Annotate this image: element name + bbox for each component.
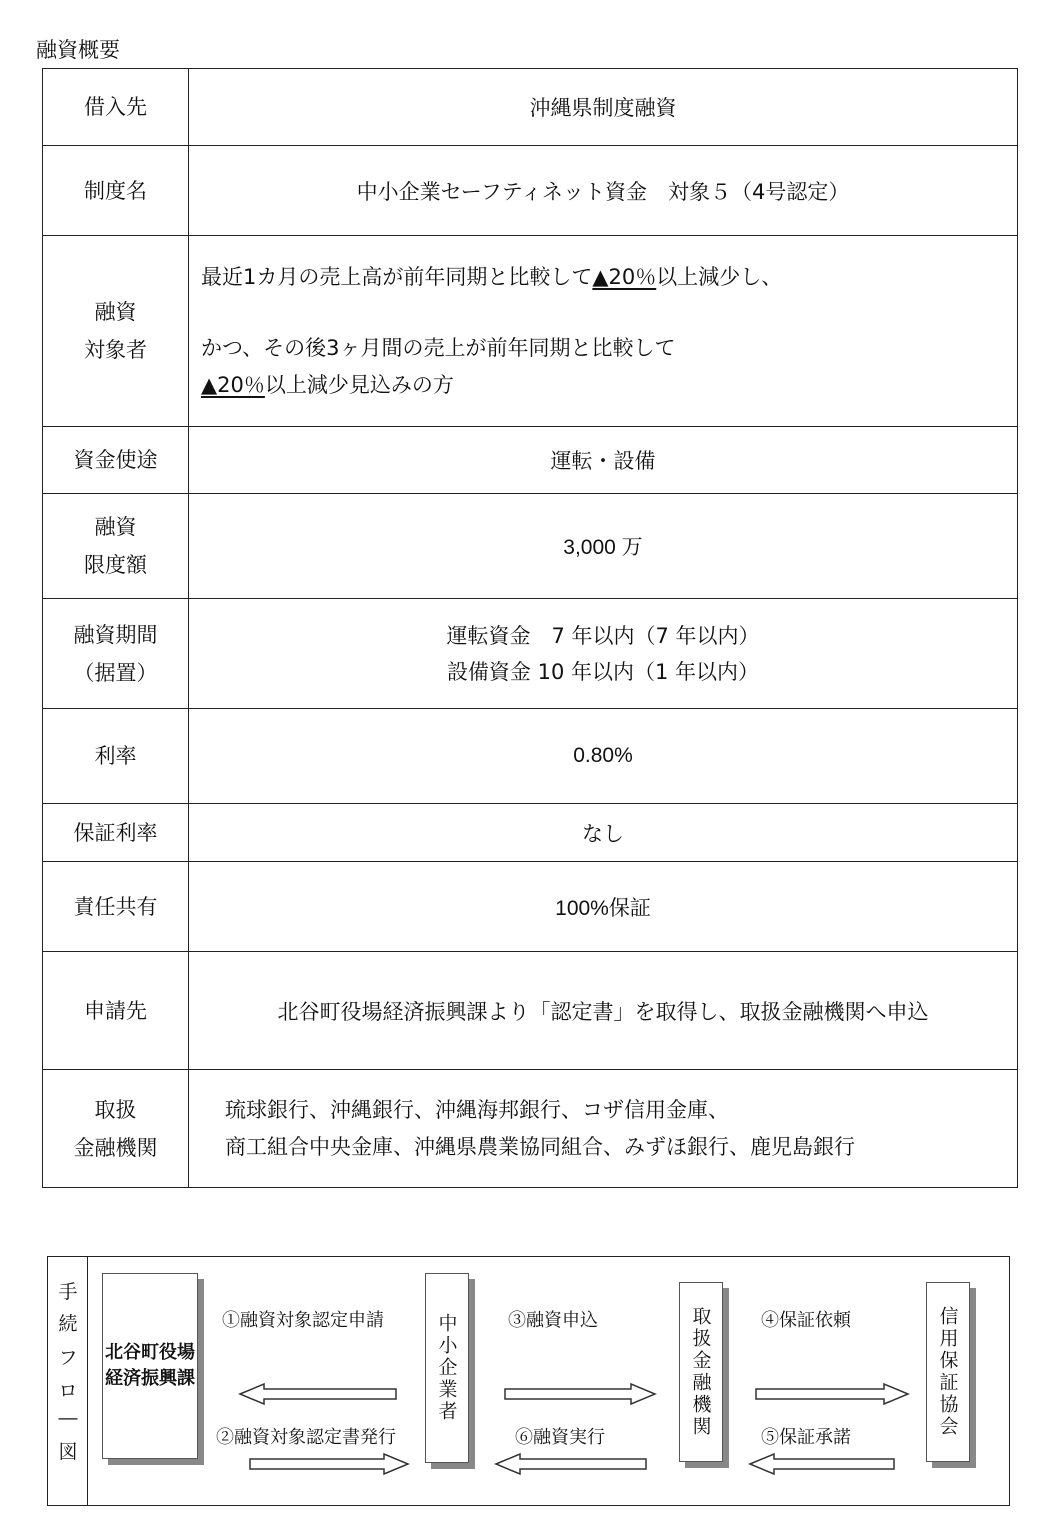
row-value: 北谷町役場経済振興課より「認定書」を取得し、取扱金融機関へ申込 (189, 952, 1018, 1070)
row-value: 3,000 万 (189, 494, 1018, 599)
row-value: 運転・設備 (189, 427, 1018, 494)
arrow-left-icon (748, 1452, 898, 1476)
node-bank (679, 1282, 723, 1462)
step-3-label: ③融資申込 (508, 1310, 598, 1331)
row-value: 0.80% (189, 709, 1018, 804)
step-5-label: ⑤保証承諾 (761, 1427, 851, 1448)
row-label: 制度名 (43, 146, 189, 236)
row-label-line: 融資期間 (73, 622, 158, 647)
arrow-right-icon (503, 1382, 659, 1406)
node-sme-label: 中小企業者 (435, 1313, 458, 1423)
node-town-office (102, 1273, 198, 1459)
table-row-apply-to (43, 952, 1018, 1070)
arrow-right-icon (754, 1382, 912, 1406)
table-row-institutions (43, 1070, 1018, 1188)
row-label: 申請先 (43, 952, 189, 1070)
node-bank-label: 取扱金融機関 (689, 1306, 712, 1438)
row-value: 中小企業セーフティネット資金 対象５（4号認定） (189, 146, 1018, 236)
arrow-right-icon (248, 1452, 412, 1476)
table-row-use (43, 427, 1018, 494)
flow-side-char: 手 (58, 1281, 78, 1303)
row-label (43, 599, 189, 709)
flow-side-char: フ (58, 1347, 78, 1369)
row-label (43, 236, 189, 427)
eligibility-line-1-pre: 最近1カ月の売上高が前年同期と比較して (201, 264, 593, 289)
table-row-rate (43, 709, 1018, 804)
eligibility-text (189, 236, 1018, 427)
step-1-label: ①融資対象認定申請 (222, 1310, 384, 1331)
institutions-line-2: 商工組合中央金庫、沖縄県農業協同組合、みずほ銀行、鹿児島銀行 (225, 1134, 855, 1159)
eligibility-line-2: かつ、その後3ヶ月間の売上が前年同期と比較して (201, 335, 676, 360)
row-label-line: （据置） (73, 660, 158, 685)
row-value: なし (189, 804, 1018, 862)
step-2-label: ②融資対象認定書発行 (216, 1427, 396, 1448)
step-6-label: ⑥融資実行 (515, 1427, 605, 1448)
eligibility-line-1 (201, 259, 1016, 296)
node-guarantee-label: 信用保証協会 (936, 1306, 959, 1438)
table-row-liability (43, 862, 1018, 952)
table-row-lender (43, 69, 1018, 146)
node-guarantee-assoc (926, 1282, 970, 1462)
row-label: 責任共有 (43, 862, 189, 952)
row-label-line: 金融機関 (73, 1135, 158, 1160)
row-label-line: 融資 (94, 515, 137, 539)
eligibility-line-1-post: 以上減少し、 (656, 264, 783, 289)
eligibility-line-3-underline: ▲20％ (201, 372, 265, 397)
table-row-guarantee-rate (43, 804, 1018, 862)
flow-side-char: 続 (58, 1313, 78, 1335)
eligibility-line-3-post: 以上減少見込みの方 (264, 372, 454, 397)
period-line-2: 設備資金 10 年以内（1 年以内） (446, 659, 760, 684)
institutions-line-1: 琉球銀行、沖縄銀行、沖縄海邦銀行、コザ信用金庫、 (225, 1097, 729, 1122)
procedure-flow-diagram (47, 1256, 1010, 1506)
node-sme (425, 1273, 469, 1463)
step-4-label: ④保証依頼 (761, 1310, 851, 1331)
row-label: 保証利率 (43, 804, 189, 862)
eligibility-line-3 (201, 367, 1016, 404)
flow-side-label (48, 1257, 88, 1505)
table-row-limit (43, 494, 1018, 599)
row-label-line: 対象者 (84, 338, 147, 362)
row-label (43, 1070, 189, 1188)
row-value: 100%保証 (189, 862, 1018, 952)
flow-side-char: ロ (58, 1380, 78, 1402)
row-value: 沖縄県制度融資 (189, 69, 1018, 146)
row-label-line: 融資 (94, 300, 137, 324)
period-line-1: 運転資金 7 年以内（7 年以内） (446, 623, 760, 648)
arrow-left-icon (238, 1382, 400, 1406)
row-label (43, 494, 189, 599)
row-value (189, 599, 1018, 709)
eligibility-line-1-underline: ▲20％ (592, 264, 657, 289)
flow-side-char: 図 (58, 1441, 78, 1463)
row-label-line: 取扱 (94, 1097, 137, 1122)
row-label: 資金使途 (43, 427, 189, 494)
loan-summary-table (42, 68, 1018, 1188)
row-label: 利率 (43, 709, 189, 804)
table-row-period (43, 599, 1018, 709)
flow-side-char: ― (58, 1407, 78, 1429)
row-label: 借入先 (43, 69, 189, 146)
row-value (189, 1070, 1018, 1188)
table-row-eligibility (43, 236, 1018, 427)
table-row-program (43, 146, 1018, 236)
page-title: 融資概要 (36, 38, 120, 62)
arrow-left-icon (494, 1452, 650, 1476)
node-town-office-line-2: 経済振興課 (105, 1368, 195, 1389)
row-label-line: 限度額 (84, 553, 147, 577)
node-town-office-line-1: 北谷町役場 (105, 1342, 195, 1363)
